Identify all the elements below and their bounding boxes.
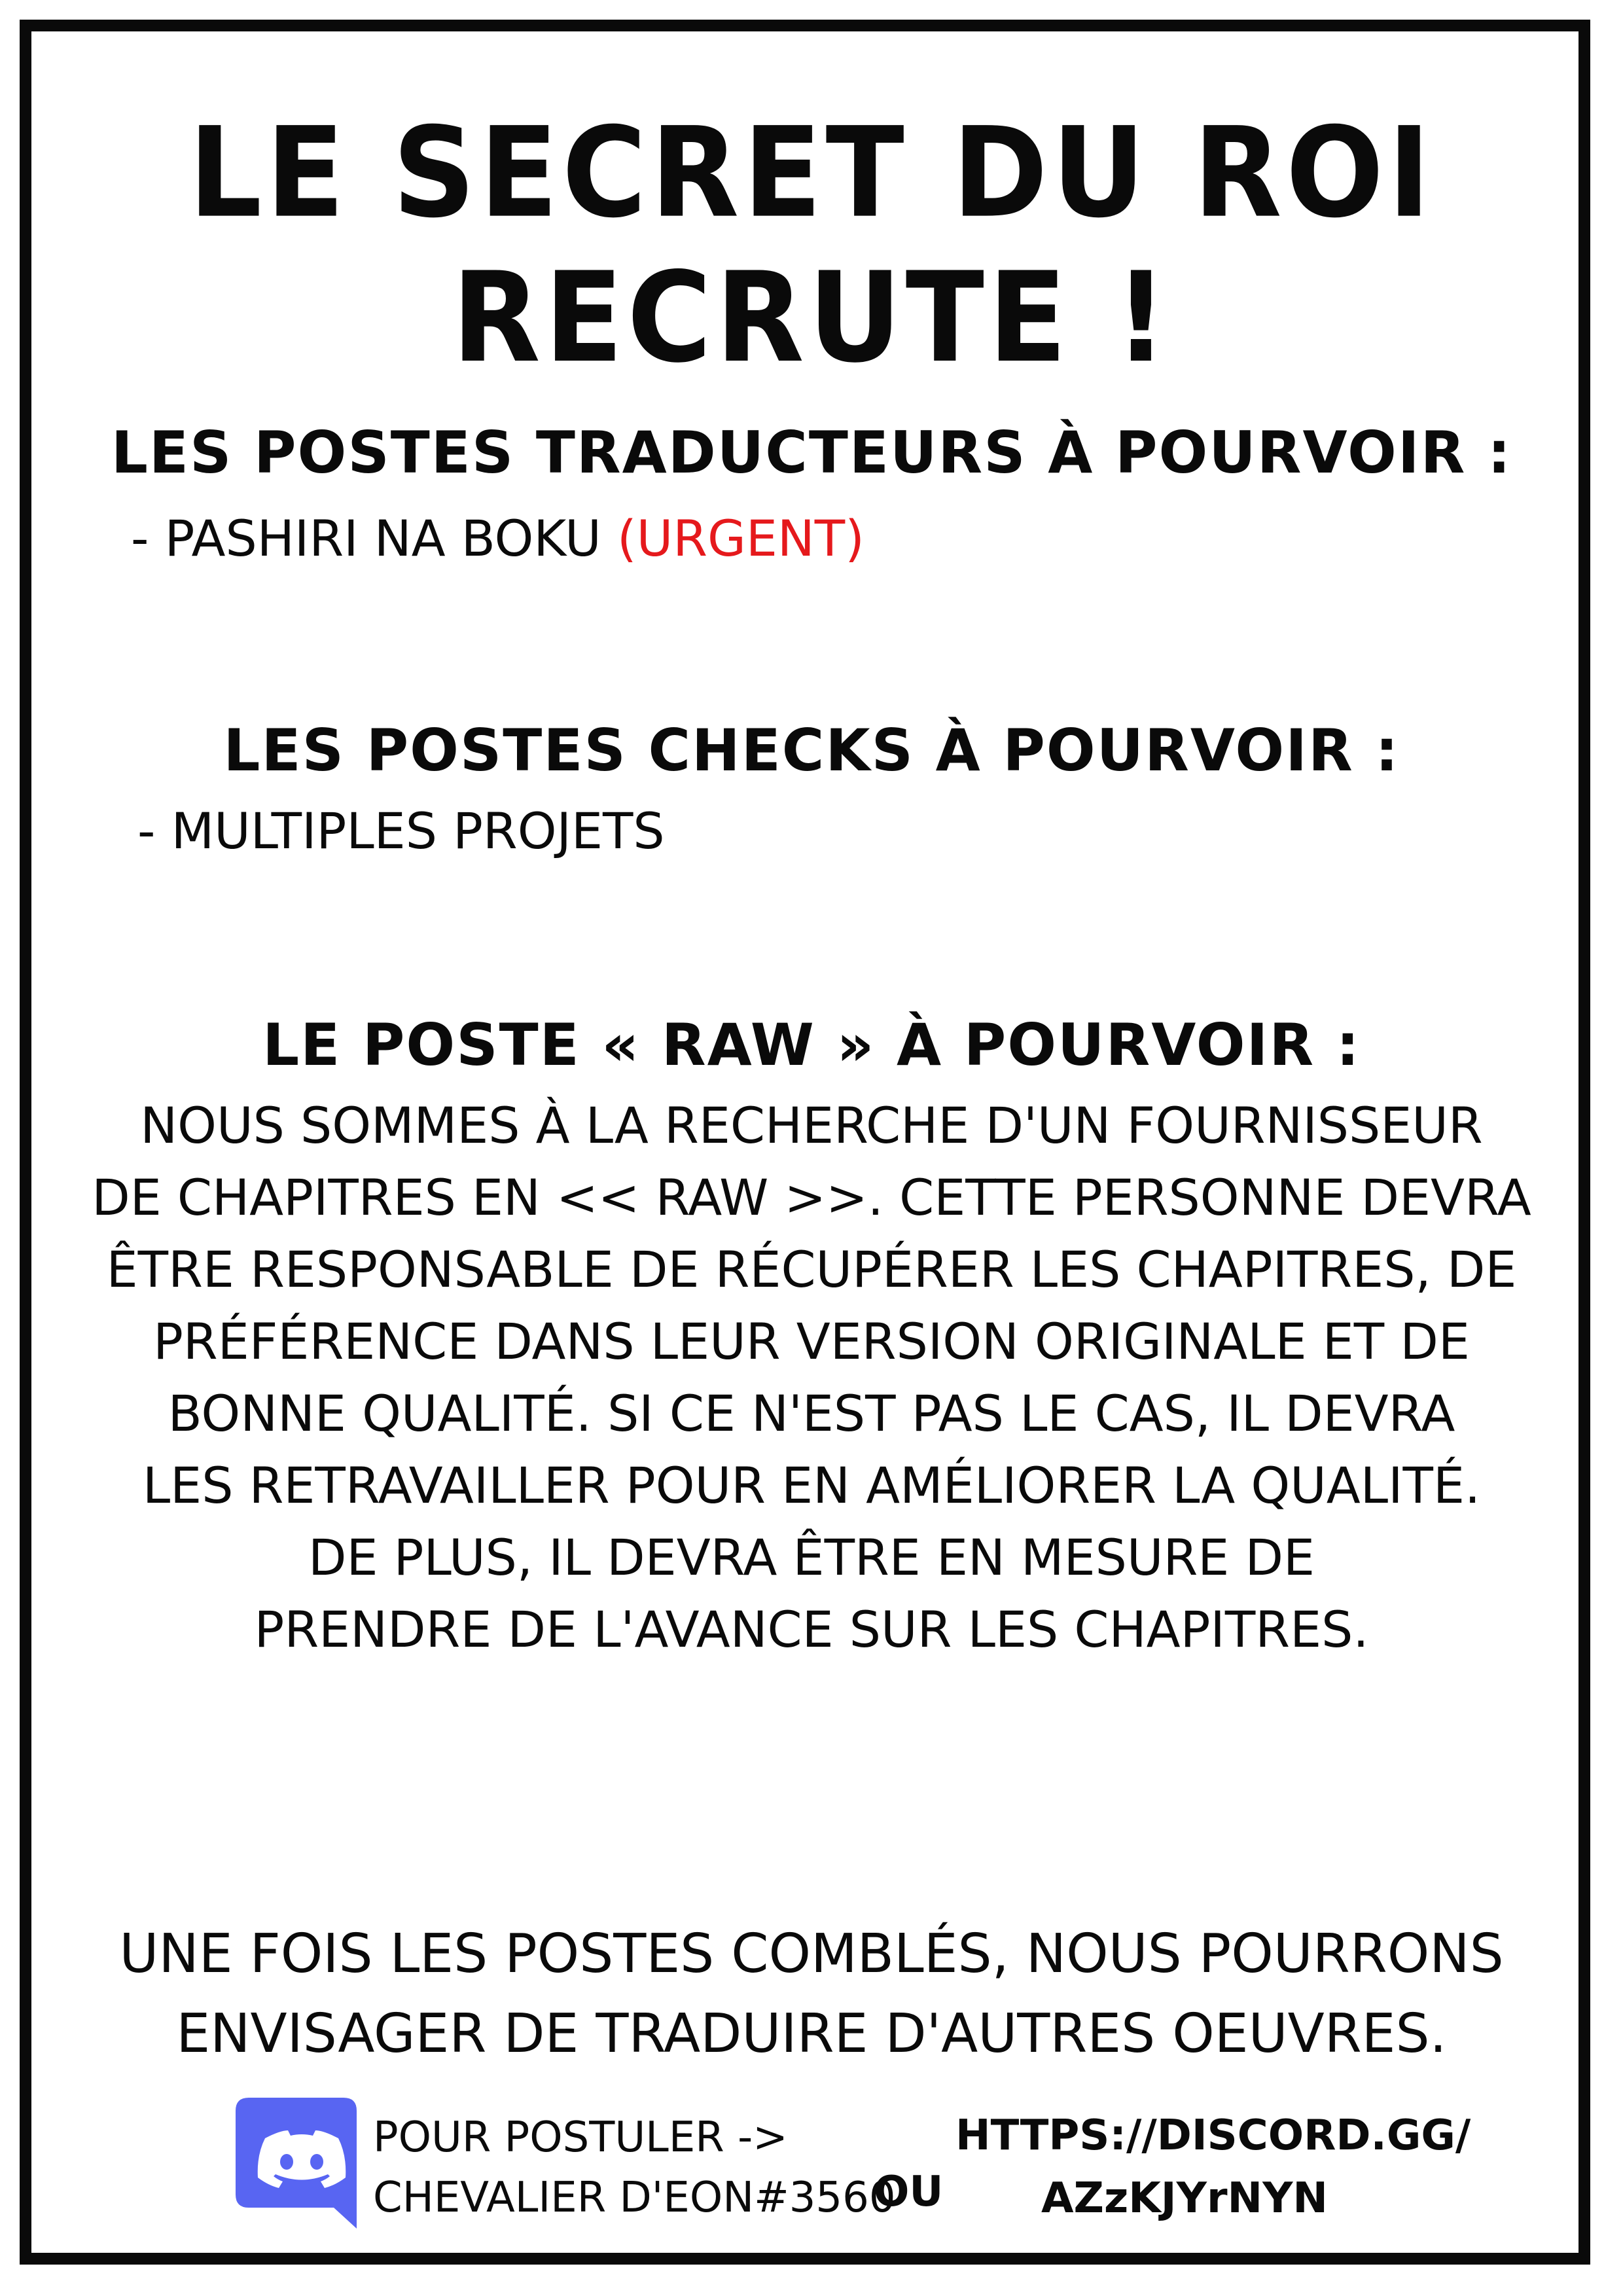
translator-item-text: - PASHIRI NA BOKU (131, 509, 617, 567)
raw-paragraph-line: LES RETRAVAILLER POUR EN AMÉLIORER LA QUALITÉ. (142, 1456, 1481, 1515)
raw-paragraph-line: DE PLUS, IL DEVRA ÊTRE EN MESURE DE (308, 1528, 1315, 1587)
raw-paragraph-line: NOUS SOMMES À LA RECHERCHE D'UN FOURNISSEUR (140, 1096, 1483, 1155)
page-title: LE SECRET DU ROI RECRUTE ! (188, 100, 1435, 391)
raw-paragraph-line: DE CHAPITRES EN << RAW >>. CETTE PERSONNE DEVRA (92, 1168, 1531, 1227)
section-heading-raw: LE POSTE « RAW » À POURVOIR : (262, 1011, 1361, 1079)
raw-paragraph (0, 1090, 1623, 1666)
apply-label: POUR POSTULER -> (373, 2113, 788, 2162)
closing-line: ENVISAGER DE TRADUIRE D'AUTRES OEUVRES. (176, 2003, 1447, 2065)
or-label: OU (874, 2168, 944, 2216)
discord-username: CHEVALIER D'EON#3560 (373, 2174, 896, 2222)
discord-icon[interactable] (236, 2098, 357, 2229)
invite-link-line[interactable]: AZzKJYrNYN (1041, 2174, 1328, 2223)
section-heading-translators: LES POSTES TRADUCTEURS À POURVOIR : (111, 419, 1512, 486)
raw-paragraph-line: BONNE QUALITÉ. SI CE N'EST PAS LE CAS, IL DEVRA (168, 1384, 1455, 1443)
raw-paragraph-line: PRÉFÉRENCE DANS LEUR VERSION ORIGINALE ET DE (153, 1312, 1470, 1371)
apply-info (373, 2108, 896, 2228)
discord-invite-link[interactable] (955, 2104, 1471, 2230)
closing-line: UNE FOIS LES POSTES COMBLÉS, NOUS POURRONS (119, 1923, 1504, 1985)
section-heading-checks: LES POSTES CHECKS À POURVOIR : (223, 717, 1400, 784)
invite-link-line[interactable]: HTTPS://DISCORD.GG/ (955, 2111, 1471, 2160)
translator-item (131, 503, 1505, 575)
raw-paragraph-line: ÊTRE RESPONSABLE DE RÉCUPÉRER LES CHAPITRES, DE (106, 1240, 1517, 1299)
raw-paragraph-line: PRENDRE DE L'AVANCE SUR LES CHAPITRES. (254, 1600, 1369, 1659)
closing-text (0, 1914, 1623, 2074)
urgent-tag: (URGENT) (616, 509, 865, 567)
checks-item: - MULTIPLES PROJETS (137, 802, 665, 860)
